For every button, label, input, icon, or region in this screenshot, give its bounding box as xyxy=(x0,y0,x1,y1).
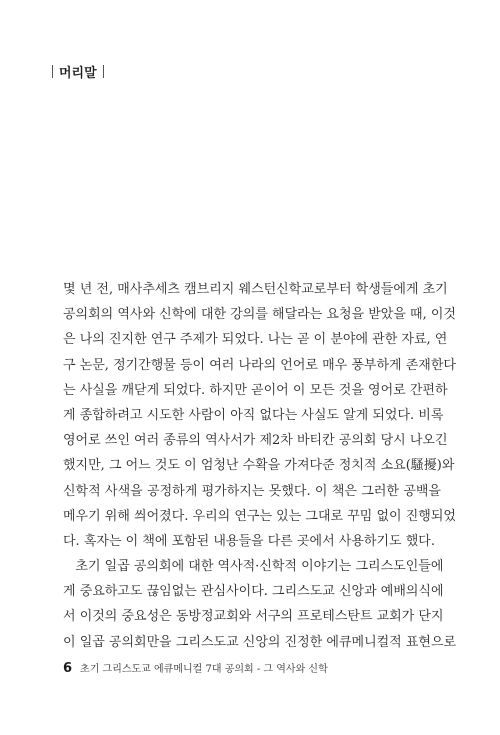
header-left-bar xyxy=(52,65,53,78)
text-line: 했지만, 그 어느 것도 이 엄청난 수확을 가져다준 정치적 소요(騷擾)와 xyxy=(63,458,455,474)
text-line: 서 이것의 중요성은 동방정교회와 서구의 프로테스탄트 교회가 단지 xyxy=(63,609,444,625)
header-right-bar xyxy=(103,65,104,78)
page-number: 6 xyxy=(63,661,73,676)
text-line: 은 나의 진지한 연구 주제가 되었다. 나는 곧 이 분야에 관한 자료, 연 xyxy=(63,332,448,348)
text-line: 영어로 쓰인 여러 종류의 역사서가 제2차 바티칸 공의회 당시 나오긴 xyxy=(63,433,448,449)
text-line: 게 종합하려고 시도한 사람이 아직 없다는 사실도 알게 되었다. 비록 xyxy=(63,407,444,423)
section-title: 머리말 xyxy=(59,66,97,81)
text-line: 게 중요하고도 끊임없는 관심사이다. 그리스도교 신앙과 예배의식에 xyxy=(63,584,444,600)
text-line: 다. 혹자는 이 책에 포함된 내용들을 다른 곳에서 사용하기도 했다. xyxy=(63,533,435,549)
text-line: 는 사실을 깨닫게 되었다. 하지만 곧이어 이 모든 것을 영어로 간편하 xyxy=(63,382,448,398)
running-title: 초기 그리스도교 에큐메니컬 7대 공의회 - 그 역사와 신학 xyxy=(80,664,328,675)
text-line: 공의회의 역사와 신학에 대한 강의를 해달라는 요청을 받았을 때, 이것 xyxy=(63,307,456,323)
text-line: 초기 일곱 공의회에 대한 역사적·신학적 이야기는 그리스도인들에 xyxy=(63,559,444,575)
text-line: 이 일곱 공의회만을 그리스도교 신앙의 진정한 에큐메니컬적 표현으로 xyxy=(63,634,457,650)
body-text xyxy=(63,277,457,655)
text-line: 메우기 위해 씌어졌다. 우리의 연구는 있는 그대로 꾸밈 없이 진행되었 xyxy=(63,508,456,524)
text-line: 구 논문, 정기간행물 등이 여러 나라의 언어로 매우 풍부하게 존재한다 xyxy=(63,357,456,373)
section-header xyxy=(52,62,104,81)
text-line: 몇 년 전, 매사추세츠 캠브리지 웨스턴신학교로부터 학생들에게 초기 xyxy=(63,282,448,297)
page-footer xyxy=(63,660,328,676)
text-line: 신학적 사색을 공정하게 평가하지는 못했다. 이 책은 그러한 공백을 xyxy=(63,483,441,499)
